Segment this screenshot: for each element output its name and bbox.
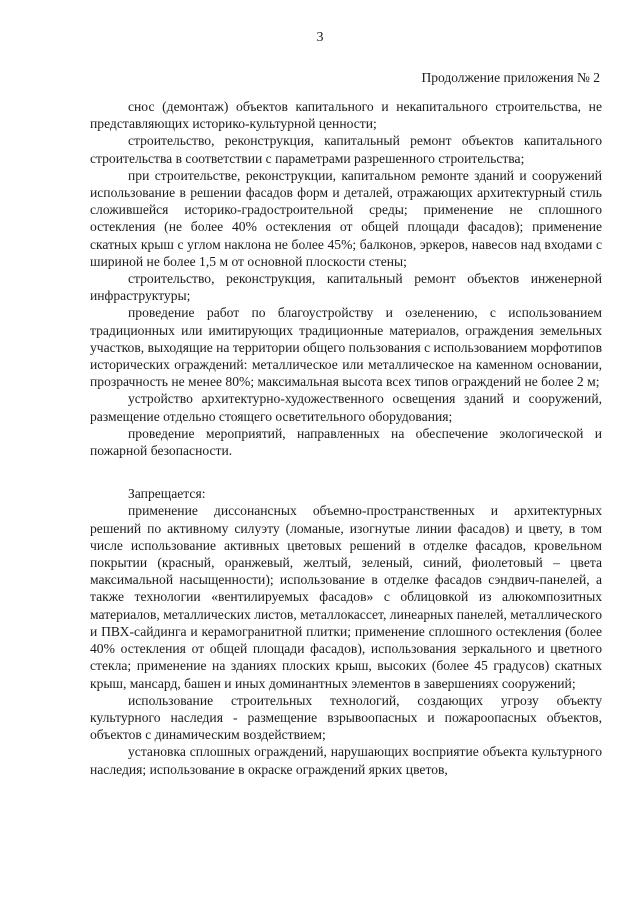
section-gap xyxy=(90,459,602,485)
paragraph-lighting: устройство архитектурно-художественного освещения зданий и сооружений, размещение отдельно стоящего осветительного оборудования; xyxy=(90,391,602,424)
document-body xyxy=(90,98,602,778)
paragraph-demolition: снос (демонтаж) объектов капитального и некапитального строительства, не представляющих историко-культурной ценности; xyxy=(90,99,602,132)
paragraph-solid-fences: установка сплошных ограждений, нарушающих восприятие объекта культурного наследия; использование в окраске ограждений ярких цветов, xyxy=(90,744,602,777)
paragraph-construction: строительство, реконструкция, капитальный ремонт объектов капитального строительства в соответствии с параметрами разрешенного строительства; xyxy=(90,133,602,166)
page-number: 3 xyxy=(316,30,324,45)
prohibited-heading: Запрещается: xyxy=(128,486,206,502)
paragraph-engineering-infrastructure: строительство, реконструкция, капитальный ремонт объектов инженерной инфраструктуры; xyxy=(90,271,602,304)
paragraph-landscaping-fences: проведение работ по благоустройству и озеленению, с использованием традиционных или имитирующих традиционные материалов, ограждения земельных участков, выходящие на территории общего пользования с использованием морфотипов исторических ограждений: металлическое или металлическое на каменном основании, прозрачность не менее 80%; максимальная высота всех типов ограждений не более 2 м; xyxy=(90,305,602,390)
appendix-continuation-note: Продолжение приложения № 2 xyxy=(421,70,600,85)
paragraph-safety-measures: проведение мероприятий, направленных на обеспечение экологической и пожарной безопасности. xyxy=(90,425,602,459)
paragraph-hazardous-technologies: использование строительных технологий, создающих угрозу объекту культурного наследия - размещение взрывоопасных и пожароопасных объектов, объектов с динамическим воздействием; xyxy=(90,692,602,743)
paragraph-dissonant-solutions: применение диссонансных объемно-пространственных и архитектурных решений по активному силуэту (ломаные, изогнутые линии фасадов) и цвету, в том числе использование активных цветовых решений в отделке фасадов, кровельном покрытии (красный, оранжевый, желтый, зеленый, синий, фиолетовый – цвета максимальной насыщенности); использование в отделке фасадов сэндвич-панелей, а также технологии «вентилируемых фасадов» с облицовкой из алюкомпозитных материалов, металлических листов, металлокассет, линеарных панелей, металлического и ПВХ-сайдинга и керамогранитной плитки; применение сплошного остекления (более 40% остекления от общей площади фасадов), использования зеркального и цветного стекла; применение на зданиях плоских крыш, высоких (более 45 градусов) скатных крыш, мансард, башен и иных доминантных элементов в завершениях сооружений; xyxy=(90,503,602,691)
paragraph-facade-requirements: при строительстве, реконструкции, капитальном ремонте зданий и сооружений использование в решении фасадов форм и деталей, отражающих архитектурный стиль сложившейся историко-градостроительной среды; применение не сплошного остекления (не более 40% остекления от общей площади фасадов); применение скатных крыш с углом наклона не более 45%; балконов, эркеров, навесов над входами с шириной не более 1,5 м от основной плоскости стены; xyxy=(90,167,602,269)
